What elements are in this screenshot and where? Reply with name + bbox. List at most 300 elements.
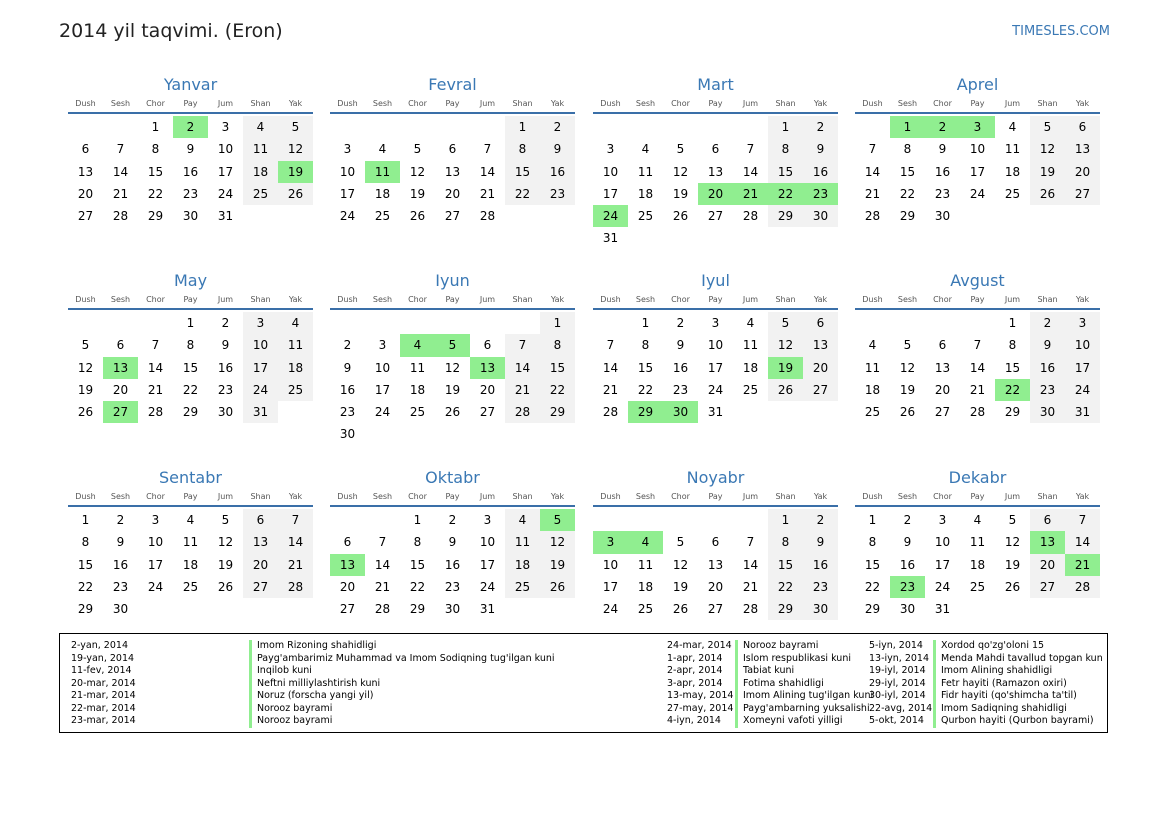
- weekday-label: Pay: [445, 295, 460, 304]
- day-cell: 18: [1004, 164, 1021, 179]
- day-cell: 9: [448, 535, 457, 550]
- week-row: [330, 312, 575, 334]
- day-cell: 28: [112, 209, 129, 224]
- day-cell: 20: [444, 186, 461, 201]
- day-cell: 15: [637, 360, 654, 375]
- empty-cell: [1065, 205, 1100, 227]
- day-cell: 5: [676, 535, 685, 550]
- day-cell: 31: [217, 209, 234, 224]
- holiday-name: Imom Alining tug'ilgan kuni: [735, 690, 873, 703]
- week-row: [68, 401, 313, 423]
- weekday-label: Yak: [1075, 295, 1090, 304]
- day-cell: 25: [864, 405, 881, 420]
- day-cell: 26: [672, 602, 689, 617]
- empty-cell: [138, 598, 173, 620]
- day-cell: 11: [409, 360, 426, 375]
- day-cell: 15: [182, 360, 199, 375]
- holiday-date: 20-mar, 2014: [71, 677, 136, 689]
- day-cell: 1: [186, 316, 195, 330]
- month-mart: [593, 72, 838, 250]
- day-cell: 26: [899, 405, 916, 420]
- day-cell: 7: [151, 338, 160, 353]
- weekday-label: Chor: [408, 492, 427, 501]
- holiday-column: [869, 640, 1103, 728]
- week-row: [855, 598, 1100, 620]
- day-cell: 1: [768, 509, 803, 531]
- day-cell: 26: [768, 379, 803, 401]
- day-cell: 1: [505, 116, 540, 138]
- weekday-label: Jum: [742, 492, 759, 501]
- holiday-name: Fetr hayiti (Ramazon oxiri): [933, 678, 1067, 691]
- empty-cell: [505, 423, 540, 445]
- day-cell: 4: [243, 116, 278, 138]
- empty-cell: [890, 312, 925, 334]
- holiday-entry: [667, 715, 873, 728]
- day-cell: 15: [77, 557, 94, 572]
- weekday-label: Dush: [75, 295, 96, 304]
- day-cell: 1: [81, 513, 90, 527]
- week-row: [330, 334, 575, 356]
- day-cell: 1: [151, 120, 160, 134]
- weekday-label: Shan: [250, 492, 271, 501]
- weekday-label: Sesh: [635, 492, 656, 501]
- month-name: Yanvar: [163, 75, 218, 94]
- month-dekabr: [855, 465, 1100, 620]
- day-cell: 7: [378, 535, 387, 550]
- empty-cell: [628, 227, 663, 249]
- empty-cell: [1030, 598, 1065, 620]
- weekday-label: Pay: [708, 99, 723, 108]
- day-cell: 27: [444, 209, 461, 224]
- day-cell: 9: [676, 338, 685, 353]
- day-cell: 29: [540, 401, 575, 423]
- weekday-label: Chor: [933, 295, 952, 304]
- day-cell: 19: [1030, 161, 1065, 183]
- week-row: [593, 531, 838, 553]
- day-cell: 4: [278, 312, 313, 334]
- month-name: Dekabr: [948, 468, 1007, 487]
- day-cell: 22: [77, 579, 94, 594]
- day-cell: 8: [868, 535, 877, 550]
- day-cell: 11: [742, 338, 759, 353]
- day-cell: 3: [960, 116, 995, 138]
- week-row: [855, 531, 1100, 553]
- day-cell: 14: [278, 531, 313, 553]
- day-cell: 12: [409, 164, 426, 179]
- holiday-name: Imom Alining shahidligi: [933, 665, 1052, 678]
- empty-cell: [103, 312, 138, 334]
- day-cell: 4: [628, 531, 663, 553]
- day-cell: 22: [899, 186, 916, 201]
- day-cell: 1: [1008, 316, 1017, 330]
- day-cell: 30: [444, 602, 461, 617]
- day-cell: 18: [969, 557, 986, 572]
- day-cell: 25: [374, 209, 391, 224]
- week-row: [68, 116, 313, 138]
- month-sentabr: [68, 465, 313, 620]
- day-cell: 2: [1030, 312, 1065, 334]
- week-row: [593, 161, 838, 183]
- day-cell: 21: [147, 382, 164, 397]
- day-cell: 20: [1065, 161, 1100, 183]
- holiday-name: Payg'ambarning yuksalishi: [735, 703, 870, 716]
- holiday-date: 22-mar, 2014: [71, 702, 136, 714]
- day-cell: 17: [339, 186, 356, 201]
- day-cell: 18: [637, 186, 654, 201]
- weekday-label: Chor: [146, 492, 165, 501]
- day-cell: 1: [890, 116, 925, 138]
- day-cell: 10: [147, 535, 164, 550]
- day-cell: 14: [147, 360, 164, 375]
- weekday-label: Dush: [337, 295, 358, 304]
- day-cell: 14: [112, 164, 129, 179]
- day-cell: 16: [672, 360, 689, 375]
- weekday-label: Shan: [1037, 492, 1058, 501]
- day-cell: 22: [864, 579, 881, 594]
- day-cell: 20: [77, 186, 94, 201]
- week-row: [855, 554, 1100, 576]
- holiday-entry: [71, 690, 555, 703]
- weekday-header: [68, 294, 313, 310]
- day-cell: 7: [278, 509, 313, 531]
- weekday-label: Yak: [813, 99, 828, 108]
- weekday-header: [855, 98, 1100, 114]
- day-cell: 25: [969, 579, 986, 594]
- day-cell: 4: [505, 509, 540, 531]
- weekday-label: Sesh: [897, 295, 918, 304]
- day-cell: 6: [116, 338, 125, 353]
- day-cell: 29: [768, 205, 803, 227]
- day-cell: 28: [374, 602, 391, 617]
- week-row: [593, 509, 838, 531]
- empty-cell: [960, 205, 995, 227]
- brand-link[interactable]: TIMESLES.COM: [1012, 24, 1110, 39]
- day-cell: 19: [899, 382, 916, 397]
- holiday-date: 29-iyl, 2014: [869, 677, 926, 689]
- day-cell: 8: [81, 535, 90, 550]
- day-cell: 6: [711, 535, 720, 550]
- weekday-label: Pay: [445, 99, 460, 108]
- week-row: [593, 576, 838, 598]
- day-cell: 31: [479, 602, 496, 617]
- holiday-entry: [71, 678, 555, 691]
- holiday-date: 19-iyl, 2014: [869, 665, 926, 676]
- week-row: [855, 116, 1100, 138]
- weekday-label: Jum: [479, 492, 496, 501]
- day-cell: 22: [768, 576, 803, 598]
- day-cell: 17: [217, 164, 234, 179]
- day-cell: 11: [505, 531, 540, 553]
- weekday-label: Jum: [742, 99, 759, 108]
- empty-cell: [243, 598, 278, 620]
- day-cell: 7: [1065, 509, 1100, 531]
- day-cell: 8: [641, 338, 650, 353]
- empty-cell: [330, 312, 365, 334]
- day-cell: 27: [103, 401, 138, 423]
- day-cell: 30: [182, 209, 199, 224]
- day-cell: 13: [444, 164, 461, 179]
- week-row: [330, 116, 575, 138]
- day-cell: 27: [243, 576, 278, 598]
- day-cell: 18: [637, 579, 654, 594]
- week-row: [593, 227, 838, 249]
- day-cell: 15: [505, 161, 540, 183]
- day-cell: 30: [803, 598, 838, 620]
- day-cell: 27: [803, 379, 838, 401]
- day-cell: 21: [864, 186, 881, 201]
- day-cell: 27: [934, 405, 951, 420]
- day-cell: 4: [378, 142, 387, 157]
- day-cell: 15: [147, 164, 164, 179]
- holiday-entry: [71, 703, 555, 716]
- weekday-label: Sesh: [110, 492, 131, 501]
- day-cell: 31: [602, 231, 619, 246]
- day-cell: 16: [899, 557, 916, 572]
- empty-cell: [365, 509, 400, 531]
- empty-cell: [208, 598, 243, 620]
- day-cell: 3: [151, 513, 160, 527]
- day-cell: 1: [768, 116, 803, 138]
- weekday-label: Yak: [550, 295, 565, 304]
- day-cell: 10: [217, 142, 234, 157]
- holiday-entry: [869, 653, 1103, 666]
- empty-cell: [278, 401, 313, 423]
- day-cell: 10: [479, 535, 496, 550]
- day-cell: 2: [803, 116, 838, 138]
- weekday-label: Shan: [512, 492, 533, 501]
- day-cell: 10: [934, 535, 951, 550]
- weekday-header: [855, 294, 1100, 310]
- empty-cell: [855, 312, 890, 334]
- week-row: [330, 531, 575, 553]
- day-cell: 9: [803, 138, 838, 160]
- empty-cell: [663, 116, 698, 138]
- day-cell: 21: [278, 554, 313, 576]
- day-cell: 10: [339, 164, 356, 179]
- day-cell: 5: [768, 312, 803, 334]
- day-cell: 8: [151, 142, 160, 157]
- day-cell: 24: [602, 602, 619, 617]
- day-cell: 30: [112, 602, 129, 617]
- day-cell: 26: [278, 183, 313, 205]
- empty-cell: [1030, 205, 1065, 227]
- empty-cell: [330, 116, 365, 138]
- day-cell: 23: [803, 183, 838, 205]
- week-row: [330, 576, 575, 598]
- day-cell: 23: [540, 183, 575, 205]
- day-cell: 26: [409, 209, 426, 224]
- day-cell: 23: [672, 382, 689, 397]
- day-cell: 23: [339, 405, 356, 420]
- day-cell: 13: [707, 164, 724, 179]
- weekday-header: [593, 98, 838, 114]
- day-cell: 11: [864, 360, 881, 375]
- day-cell: 24: [374, 405, 391, 420]
- empty-cell: [733, 509, 768, 531]
- day-cell: 13: [77, 164, 94, 179]
- day-cell: 7: [116, 142, 125, 157]
- empty-cell: [540, 205, 575, 227]
- day-cell: 28: [742, 602, 759, 617]
- day-cell: 21: [374, 579, 391, 594]
- weekday-label: Pay: [708, 295, 723, 304]
- holiday-date: 5-iyn, 2014: [869, 640, 923, 651]
- holiday-name: Xordod qo'zg'oloni 15: [933, 640, 1044, 653]
- day-cell: 9: [186, 142, 195, 157]
- weekday-header: [593, 294, 838, 310]
- weekday-header: [68, 98, 313, 114]
- holiday-entry: [869, 665, 1103, 678]
- day-cell: 6: [483, 338, 492, 353]
- week-row: [68, 554, 313, 576]
- week-row: [68, 531, 313, 553]
- weekday-label: Yak: [1075, 492, 1090, 501]
- empty-cell: [400, 423, 435, 445]
- day-cell: 17: [969, 164, 986, 179]
- day-cell: 26: [217, 579, 234, 594]
- empty-cell: [400, 312, 435, 334]
- holiday-name: Qurbon hayiti (Qurbon bayrami): [933, 715, 1094, 728]
- holiday-name: Menda Mahdi tavallud topgan kun: [933, 653, 1103, 666]
- holiday-date: 30-iyl, 2014: [869, 690, 926, 701]
- day-cell: 9: [803, 531, 838, 553]
- day-cell: 14: [742, 164, 759, 179]
- day-cell: 16: [339, 382, 356, 397]
- day-cell: 25: [742, 382, 759, 397]
- empty-cell: [803, 401, 838, 423]
- day-cell: 22: [409, 579, 426, 594]
- day-cell: 14: [505, 357, 540, 379]
- day-cell: 5: [413, 142, 422, 157]
- empty-cell: [243, 205, 278, 227]
- day-cell: 6: [1030, 509, 1065, 531]
- weekday-label: Jum: [1004, 99, 1021, 108]
- month-name: Mart: [697, 75, 734, 94]
- day-cell: 8: [768, 531, 803, 553]
- day-cell: 29: [409, 602, 426, 617]
- day-cell: 6: [1065, 116, 1100, 138]
- holiday-column: [71, 640, 555, 728]
- day-cell: 14: [602, 360, 619, 375]
- day-cell: 17: [243, 357, 278, 379]
- month-name: Aprel: [956, 75, 999, 94]
- holiday-date: 1-apr, 2014: [667, 652, 723, 664]
- day-cell: 19: [217, 557, 234, 572]
- day-cell: 29: [768, 598, 803, 620]
- weekday-label: Dush: [862, 295, 883, 304]
- day-cell: 30: [934, 209, 951, 224]
- day-cell: 20: [698, 183, 733, 205]
- day-cell: 5: [1030, 116, 1065, 138]
- day-cell: 12: [278, 138, 313, 160]
- week-row: [68, 312, 313, 334]
- holiday-date: 27-may, 2014: [667, 702, 734, 714]
- day-cell: 3: [243, 312, 278, 334]
- day-cell: 24: [593, 205, 628, 227]
- week-row: [593, 183, 838, 205]
- holiday-name: Norooz bayrami: [249, 715, 332, 728]
- day-cell: 23: [217, 382, 234, 397]
- day-cell: 6: [243, 509, 278, 531]
- day-cell: 24: [969, 186, 986, 201]
- weekday-label: Shan: [250, 99, 271, 108]
- month-noyabr: [593, 465, 838, 620]
- weekday-label: Dush: [862, 492, 883, 501]
- week-row: [68, 138, 313, 160]
- day-cell: 18: [742, 360, 759, 375]
- week-row: [855, 138, 1100, 160]
- day-cell: 18: [505, 554, 540, 576]
- holiday-entry: [667, 653, 873, 666]
- holiday-entry: [869, 690, 1103, 703]
- weekday-label: Jum: [479, 295, 496, 304]
- weekday-label: Sesh: [635, 295, 656, 304]
- weekday-label: Shan: [512, 99, 533, 108]
- day-cell: 4: [186, 513, 195, 527]
- day-cell: 23: [1030, 379, 1065, 401]
- day-cell: 28: [742, 209, 759, 224]
- day-cell: 25: [243, 183, 278, 205]
- day-cell: 26: [1004, 579, 1021, 594]
- week-row: [855, 401, 1100, 423]
- holiday-name: Imom Sadiqning shahidligi: [933, 703, 1067, 716]
- month-may: [68, 268, 313, 423]
- day-cell: 12: [540, 531, 575, 553]
- day-cell: 17: [374, 382, 391, 397]
- holiday-date: 5-okt, 2014: [869, 715, 924, 726]
- page-title: 2014 yil taqvimi. (Eron): [59, 20, 283, 42]
- day-cell: 2: [116, 513, 125, 527]
- day-cell: 16: [444, 557, 461, 572]
- day-cell: 9: [903, 535, 912, 550]
- day-cell: 2: [448, 513, 457, 527]
- holiday-date: 11-fev, 2014: [71, 665, 132, 676]
- day-cell: 4: [973, 513, 982, 527]
- empty-cell: [995, 598, 1030, 620]
- day-cell: 3: [221, 120, 230, 134]
- holiday-name: Norooz bayrami: [735, 640, 818, 653]
- day-cell: 21: [602, 382, 619, 397]
- holiday-date: 13-may, 2014: [667, 690, 734, 701]
- holiday-name: Islom respublikasi kuni: [735, 653, 851, 666]
- day-cell: 5: [435, 334, 470, 356]
- weekday-label: Chor: [146, 99, 165, 108]
- empty-cell: [365, 312, 400, 334]
- day-cell: 17: [934, 557, 951, 572]
- empty-cell: [505, 205, 540, 227]
- weekday-label: Shan: [775, 99, 796, 108]
- day-cell: 5: [676, 142, 685, 157]
- weekday-label: Chor: [408, 295, 427, 304]
- month-name: Avgust: [950, 271, 1005, 290]
- holiday-entry: [869, 715, 1103, 728]
- empty-cell: [540, 423, 575, 445]
- day-cell: 12: [672, 164, 689, 179]
- day-cell: 12: [1030, 138, 1065, 160]
- holiday-date: 22-avg, 2014: [869, 702, 933, 714]
- day-cell: 19: [1004, 557, 1021, 572]
- day-cell: 22: [995, 379, 1030, 401]
- day-cell: 9: [116, 535, 125, 550]
- day-cell: 24: [217, 186, 234, 201]
- empty-cell: [733, 227, 768, 249]
- holiday-date: 3-apr, 2014: [667, 677, 723, 689]
- holiday-date: 24-mar, 2014: [667, 640, 732, 651]
- day-cell: 2: [221, 316, 230, 330]
- holiday-list: [59, 633, 1108, 733]
- weekday-label: Chor: [933, 492, 952, 501]
- weekday-label: Chor: [671, 99, 690, 108]
